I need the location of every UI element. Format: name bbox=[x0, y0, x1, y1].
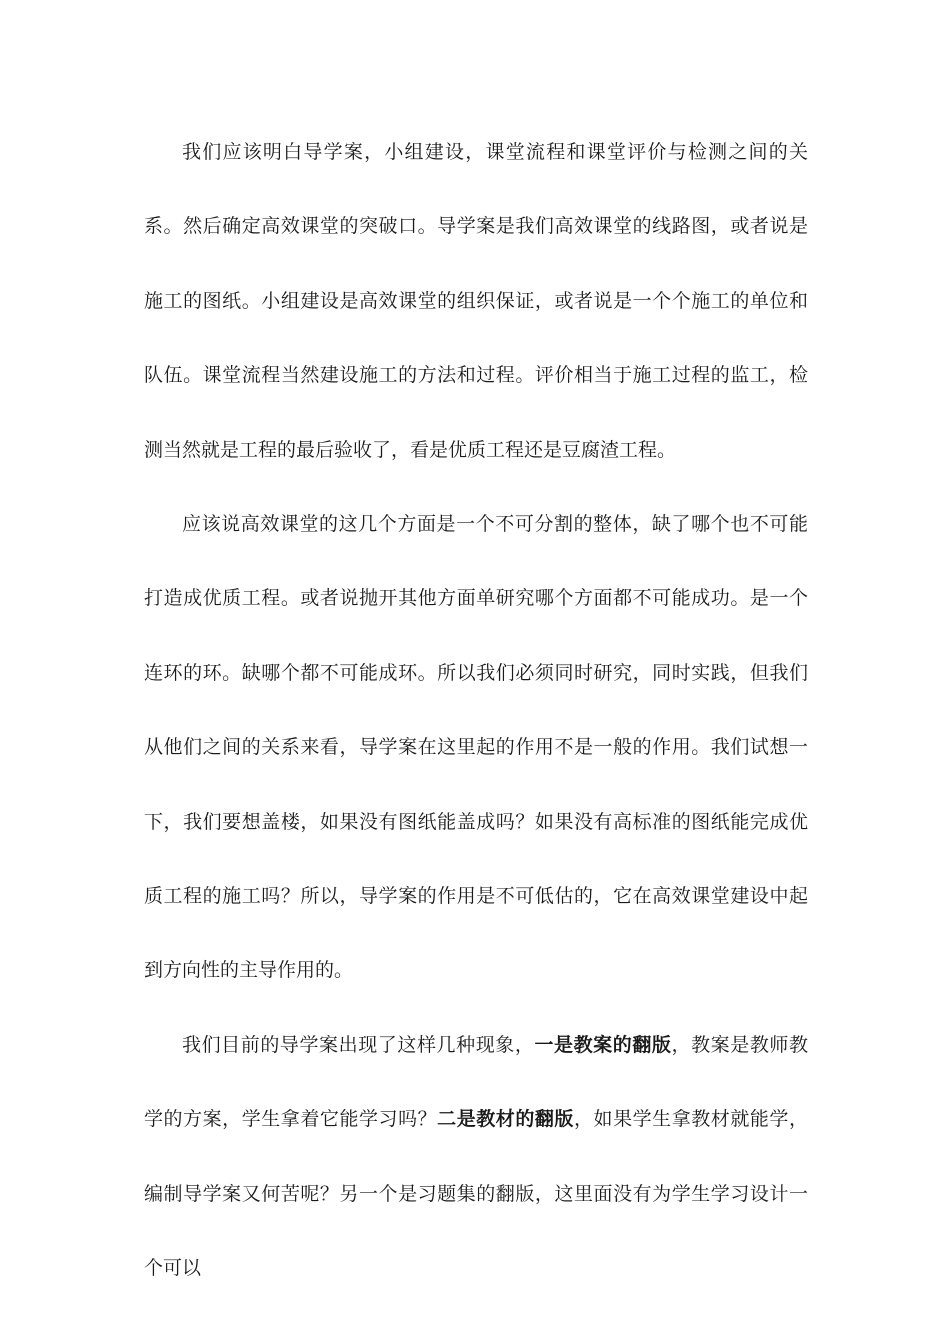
paragraph-3 bbox=[144, 1008, 808, 1306]
paragraph-3-text-b: ，教案是教师教学的方案，学生拿着它能学习吗？ bbox=[144, 1033, 808, 1131]
paragraph-1-text: 我们应该明白导学案，小组建设，课堂流程和课堂评价与检测之间的关系。然后确定高效课堂的突破口。导学案是我们高效课堂的线路图，或者说是施工的图纸。小组建设是高效课堂的组织保证，或者说是一个个施工的单位和队伍。课堂流程当然建设施工的方法和过程。评价相当于施工过程的监工，检测当然就是工程的最后验收了，看是优质工程还是豆腐渣工程。 bbox=[144, 141, 808, 461]
paragraph-1 bbox=[144, 115, 808, 487]
paragraph-2 bbox=[144, 487, 808, 1008]
paragraph-3-bold-point-1: 一是教案的翻版 bbox=[534, 1033, 672, 1056]
document-body bbox=[144, 115, 808, 1306]
paragraph-3-bold-point-2: 二是教材的翻版 bbox=[437, 1108, 574, 1131]
paragraph-2-text: 应该说高效课堂的这几个方面是一个不可分割的整体，缺了哪个也不可能打造成优质工程。或者说抛开其他方面单研究哪个方面都不可能成功。是一个连环的环。缺哪个都不可能成环。所以我们必须同时研究，同时实践，但我们从他们之间的关系来看，导学案在这里起的作用不是一般的作用。我们试想一下，我们要想盖楼，如果没有图纸能盖成吗？如果没有高标准的图纸能完成优质工程的施工吗？所以，导学案的作用是不可低估的，它在高效课堂建设中起到方向性的主导作用的。 bbox=[144, 513, 808, 982]
paragraph-3-text-a: 我们目前的导学案出现了这样几种现象， bbox=[182, 1033, 535, 1056]
paragraph-3-text-c: ，如果学生拿教材就能学，编制导学案又何苦呢？另一个是习题集的翻版，这里面没有为学生学习设计一个可以 bbox=[144, 1108, 808, 1280]
